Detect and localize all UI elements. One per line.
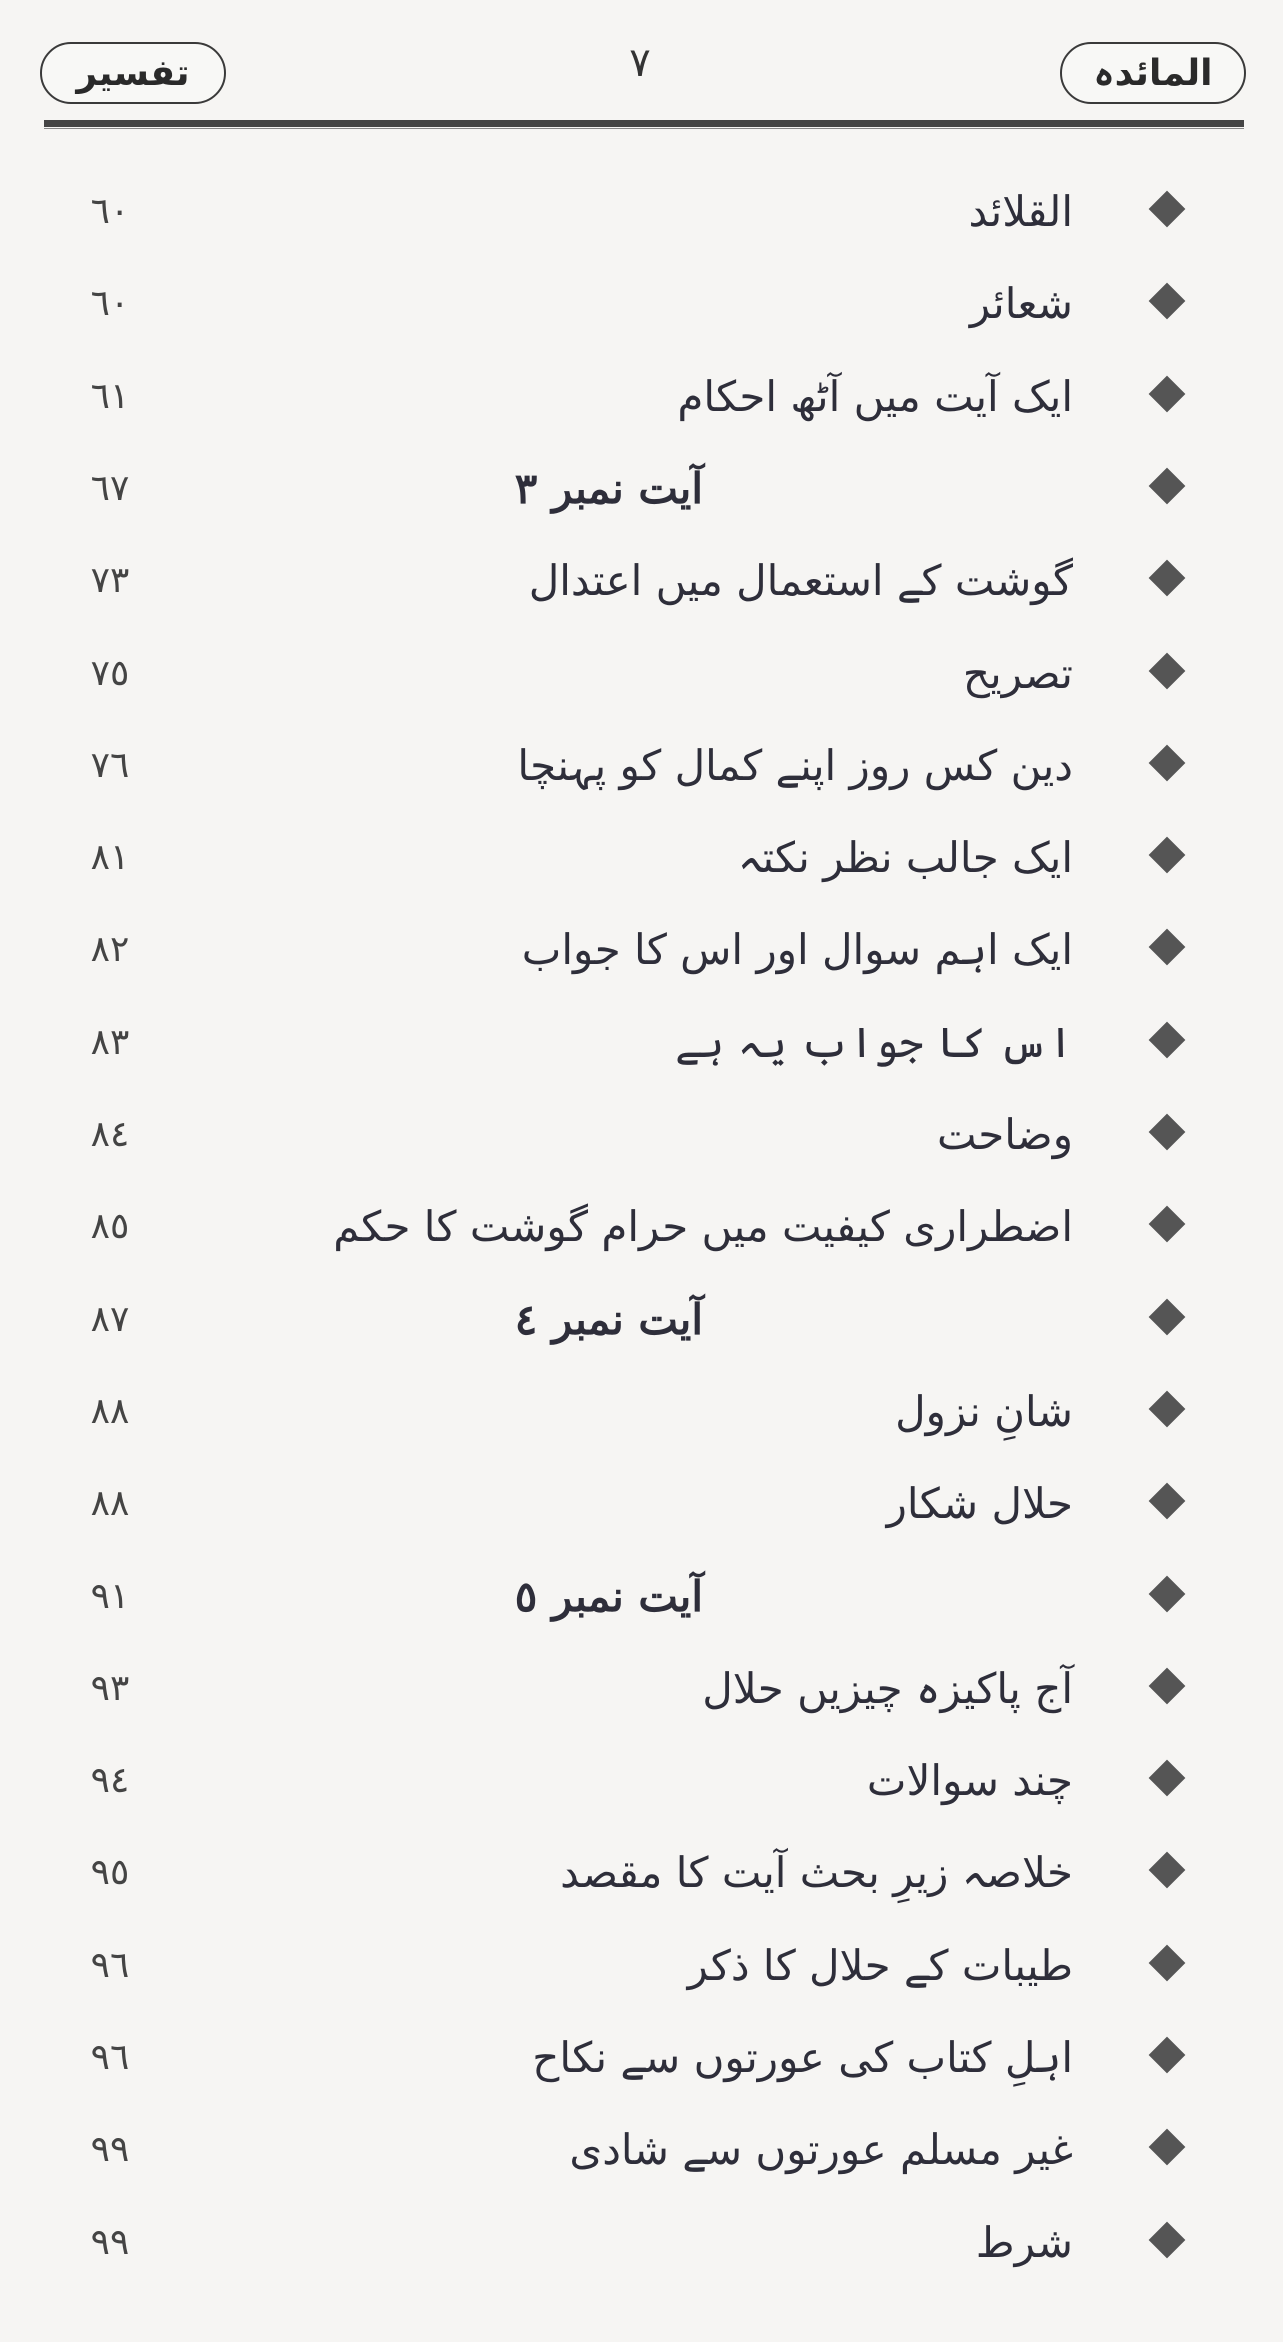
page-number: ۷ [629,40,651,86]
header-divider [44,120,1244,127]
diamond-bullet-icon [1149,1575,1186,1612]
toc-entry-page-number: ٧٣ [90,560,130,602]
diamond-bullet-icon [1149,1760,1186,1797]
toc-entry[interactable] [0,904,1283,996]
toc-entry-title: شعائر [969,279,1073,329]
toc-entry-page-number: ٧٥ [90,652,130,694]
toc-entry-page-number: ٦٠ [90,283,130,325]
toc-entry-title: ایک اہم سوال اور اس کا جواب [521,925,1073,975]
toc-entry[interactable] [0,2104,1283,2196]
toc-entry-title: دین کس روز اپنے کمال کو پہنچا [517,740,1073,790]
toc-entry[interactable] [0,351,1283,443]
toc-entry-page-number: ٨٥ [90,1206,130,1248]
toc-entry-page-number: ٨٢ [90,929,130,971]
toc-entry[interactable] [0,1458,1283,1550]
toc-entry[interactable] [0,535,1283,627]
toc-entry[interactable] [0,1827,1283,1919]
diamond-bullet-icon [1149,375,1186,412]
toc-entry-title: اضطراری کیفیت میں حرام گوشت کا حکم [333,1202,1073,1252]
toc-entry-title: طیبات کے حلال کا ذکر [687,1940,1073,1990]
diamond-bullet-icon [1149,1667,1186,1704]
diamond-bullet-icon [1149,2129,1186,2166]
diamond-bullet-icon [1149,652,1186,689]
toc-entry[interactable] [0,1181,1283,1273]
toc-entry-page-number: ٩٩ [90,2129,130,2171]
diamond-bullet-icon [1149,468,1186,505]
toc-entry-title: گوشت کے استعمال میں اعتدال [528,556,1073,606]
toc-entry[interactable] [0,2012,1283,2104]
toc-entry-title: تصریح [962,648,1073,698]
toc-entry-title: چند سوالات [866,1756,1073,1806]
toc-entry-page-number: ٦١ [90,375,130,417]
toc-entry[interactable] [0,628,1283,720]
book-label: تفسیر [76,52,190,94]
toc-entry[interactable] [0,997,1283,1089]
book-label-box [40,42,226,104]
diamond-bullet-icon [1149,1021,1186,1058]
toc-entry-title: غیر مسلم عورتوں سے شادی [569,2125,1073,2175]
diamond-bullet-icon [1149,837,1186,874]
diamond-bullet-icon [1149,929,1186,966]
toc-entry-page-number: ٩٩ [90,2221,130,2263]
toc-entry-page-number: ٩٤ [90,1760,130,1802]
toc-entry-page-number: ٦٠ [90,191,130,232]
toc-entry-title: وضاحت [937,1110,1073,1159]
diamond-bullet-icon [1149,1852,1186,1889]
toc-entry-title: ایک جالب نظر نکتہ [737,833,1073,883]
toc-entry-title: القلائد [968,187,1073,236]
toc-entry[interactable] [0,1551,1283,1643]
toc-entry[interactable] [0,720,1283,812]
toc-entry-page-number: ٧٦ [90,744,130,786]
toc-entry-title: شانِ نزول [895,1386,1073,1436]
toc-ayah-heading: آیت نمبر ٣ [514,463,703,513]
toc-entry[interactable] [0,1366,1283,1458]
toc-entry-title: اہلِ کتاب کی عورتوں سے نکاح [532,2033,1073,2082]
toc-entry-title: ایک آیت میں آٹھ احکام [677,371,1073,421]
toc-entry-page-number: ٨٧ [90,1298,130,1340]
header-divider-thin [44,128,1244,129]
toc-entry[interactable] [0,1089,1283,1181]
surah-name-box [1060,42,1246,104]
diamond-bullet-icon [1149,283,1186,320]
diamond-bullet-icon [1149,1483,1186,1520]
toc-entry-page-number: ٨٨ [90,1390,130,1432]
toc-entry[interactable] [0,443,1283,535]
toc-entry[interactable] [0,1920,1283,2012]
toc-entry[interactable] [0,258,1283,350]
toc-entry-page-number: ٦٧ [90,467,130,509]
toc-entry-page-number: ٨٨ [90,1483,130,1525]
toc-ayah-heading: آیت نمبر ٥ [514,1571,703,1621]
diamond-bullet-icon [1149,744,1186,781]
toc-entry-title: خلاصہ زیرِ بحث آیت کا مقصد [560,1848,1073,1898]
surah-name: المائدہ [1093,52,1213,94]
diamond-bullet-icon [1149,1298,1186,1335]
toc-entry-title: شرط [975,2217,1073,2267]
diamond-bullet-icon [1149,1391,1186,1428]
diamond-bullet-icon [1149,1206,1186,1243]
toc-entry-page-number: ٩٦ [90,2037,130,2078]
toc-ayah-heading: آیت نمبر ٤ [514,1294,703,1344]
toc-entry-page-number: ٨١ [90,837,130,879]
toc-entry-page-number: ٩١ [90,1575,130,1617]
diamond-bullet-icon [1149,2221,1186,2258]
toc-entry-page-number: ٨٤ [90,1114,130,1155]
toc-entry-page-number: ٩٦ [90,1944,130,1986]
toc-entry-title: حلال شکار [886,1479,1073,1529]
toc-entry[interactable] [0,166,1283,258]
diamond-bullet-icon [1149,560,1186,597]
toc-entry-page-number: ٩٣ [90,1667,130,1709]
diamond-bullet-icon [1149,191,1186,228]
diamond-bullet-icon [1149,1114,1186,1151]
toc-entry[interactable] [0,1735,1283,1827]
toc-entry[interactable] [0,1274,1283,1366]
toc-entry-page-number: ٩٥ [90,1852,130,1894]
toc-entry[interactable] [0,1643,1283,1735]
toc-entry-page-number: ٨٣ [90,1021,130,1063]
diamond-bullet-icon [1149,2037,1186,2074]
toc-entry-title: اس کا جواب یہ ہے [675,1017,1073,1067]
toc-entry[interactable] [0,812,1283,904]
toc-entry-title: آج پاکیزہ چیزیں حلال [702,1663,1073,1713]
diamond-bullet-icon [1149,1944,1186,1981]
toc-entry[interactable] [0,2197,1283,2289]
